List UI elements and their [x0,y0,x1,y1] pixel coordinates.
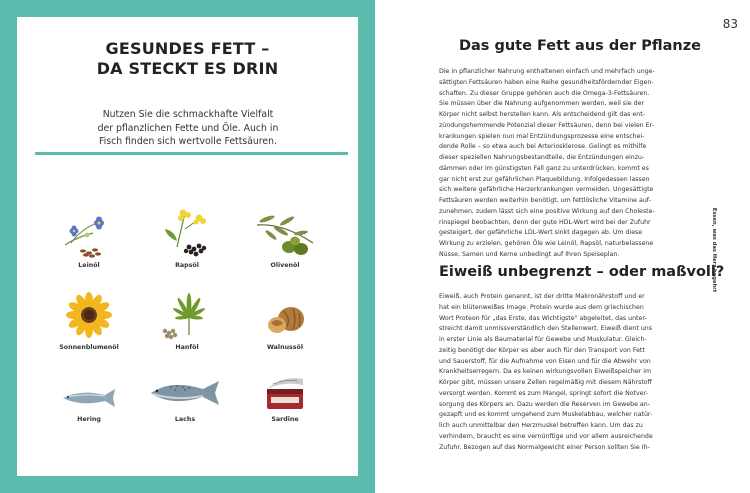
food-item-olivenoel [235,213,335,269]
walnut-icon [253,297,317,341]
card-title-line-2: DA STECKT ES DRIN [96,59,279,78]
text-line: zeitig benötigt der Körper es aber auch für den Transport von Fett [439,346,645,354]
food-label: Sonnenblumenöl [59,344,119,351]
food-item-lachs [135,375,235,423]
section-heading-2: Eiweiß unbegrenzt – oder maßvoll? [439,264,725,280]
rapeseed-icon [155,207,219,259]
text-line: zunehmen, zudem lässt sich eine positive Wirkung auf den Choleste- [439,207,655,215]
food-item-sardine [235,373,335,423]
intro-text [79,108,297,149]
text-line: sich weitere gefährliche Herzerkrankungen vermeiden. Ungesättigte [439,186,654,194]
food-label: Olivenöl [270,262,300,269]
text-line: zündungshemmende Potenzial dieser Fettsäuren, denn bei vielen Er- [439,121,655,129]
flax-icon [57,215,121,259]
text-line: und Sauerstoff, für die Aufnahme von Eisen und für die Abwehr von [439,357,651,365]
info-card [17,17,358,476]
text-line: sorgung des Körpers an. Dazu werden die Reserven im Gewebe an- [439,400,650,408]
text-line: in erster Linie als Baumaterial für Gewebe und Muskulatur. Gleich- [439,336,647,343]
divider [35,152,348,155]
sunflower-icon [57,291,121,341]
text-line: dämmen oder im günstigsten Fall ganz zu unterdrücken, kommt es [439,164,649,172]
food-item-sonnenblumenoel [39,291,139,351]
text-line: lich auch unmittelbar den Herzmuskel betreffen kann. Um das zu [439,422,643,429]
food-item-hanfoel [137,291,237,351]
food-label: Lachs [174,416,196,423]
text-line: sättigten Fettsäuren haben eine Reihe gesundheitsfördernder Eigen- [439,78,654,86]
food-item-leinoel [39,215,139,269]
food-label: Leinöl [78,262,100,269]
chapter-side-label: Essen, was das Herz begehrt [711,207,717,293]
text-line: streicht damit unmissverständlich den Stellenwert. Eiweiß dient uns [439,325,652,333]
food-label: Sardine [271,416,299,423]
food-label: Hanföl [175,344,199,351]
text-line: Sie müssen über die Nahrung aufgenommen werden, weil sie der [439,100,645,108]
text-line: gesteigert, der gefährliche LDL-Wert sinkt dagegen ab. Um diese [439,229,643,237]
text-line: krankungen spielen nun mal Entzündungsprozesse eine entschei- [439,132,645,140]
text-line: gezapft und es kommt umgehend zum Muskelabbau, welcher natür- [439,411,653,419]
text-line: Die in pflanzlicher Nahrung enthaltenen einfach und mehrfach unge- [439,68,655,75]
text-line: Nüsse, Samen und Kerne unbedingt auf Ihren Speiseplan. [439,250,620,258]
text-line: Wort Proteon für „das Erste, das Wichtigste" abgeleitet, das unter- [439,314,647,322]
text-line: hat ein blütenweißes Image. Protein wurde aus dem griechischen [439,303,644,311]
text-line: Fettsäuren werden weiterhin benötigt, um fettlösliche Vitamine auf- [439,197,651,204]
herring-icon [57,383,121,413]
text-line: dende Rolle – so etwa auch bei Arteriosklerose. Gelingt es mithilfe [439,143,647,151]
text-line: gar nicht erst zur gefährlichen Plaquebildung. Infolgedessen lassen [439,175,650,183]
text-line: Wirkung zu erzielen, gehören Öle wie Leinöl, Rapsöl, naturbelassene [439,240,654,247]
hemp-icon [155,291,219,341]
intro-line: der pflanzlichen Fette und Öle. Auch in [97,122,279,134]
side-tab [704,200,724,300]
text-line: Körper nicht selbst herstellen kann. Als entscheidend gilt das ent- [439,111,645,118]
page-number: 83 [722,17,738,31]
text-line: Eiweiß, auch Protein genannt, ist der dritte Makronährstoff und er [439,293,645,300]
text-line: versorgt werden. Kommt es zum Mangel, springt sofort die Notver- [439,389,649,397]
food-item-walnussoel [235,297,335,351]
text-line: schaften. Zu dieser Gruppe gehören auch die Omega-3-Fettsäuren. [439,89,650,97]
text-line: Körper gibt, müssen unsere Zellen regelmäßig mit diesem Nährstoff [439,379,652,386]
text-line: verhindern, braucht es eine vernünftige und vor allem ausreichende [439,432,653,440]
intro-line: Fisch finden sich wertvolle Fettsäuren. [99,136,277,147]
intro-line: Nutzen Sie die schmackhafte Vielfalt [102,109,274,120]
paragraph-2 [439,292,729,453]
text-line: dieser speziellen Nahrungsbestandteile, die Entzündungen einzu- [439,154,645,161]
food-label: Walnussöl [266,344,304,351]
olive-icon [253,213,317,259]
salmon-icon [147,375,223,413]
paragraph-1 [439,67,729,261]
card-title-line-1: GESUNDES FETT – [105,39,270,58]
text-line: Zufuhr. Bezogen auf das Normalgewicht einer Person sollten Sie Ih- [439,443,650,451]
food-label: Rapsöl [175,262,199,269]
food-label: Hering [77,416,101,423]
right-page [375,0,750,493]
section-heading-1: Das gute Fett aus der Pflanze [458,38,702,54]
text-line: rinspiegel beobachten, denn der gute HDL-Wert wird bei der Zufuhr [439,218,651,226]
food-item-hering [39,383,139,423]
sardine-can-icon [253,373,317,413]
text-line: Krankheitserregern. Da es keinen wirkungsvollen Eiweißspeicher im [439,368,652,376]
food-item-rapsoel [137,207,237,269]
